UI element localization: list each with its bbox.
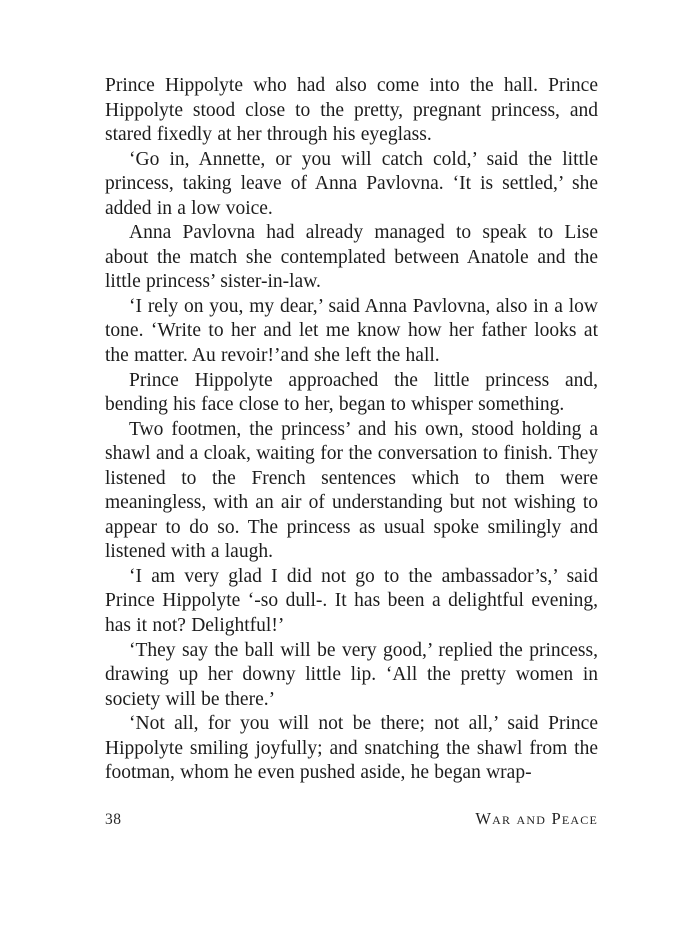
paragraph: Anna Pavlovna had already managed to speak to Lise about the match she contemplated between Anatole and the little princess’ sister-in-law. (105, 222, 598, 293)
paragraph: Prince Hippolyte who had also come into the hall. Prince Hippolyte stood close to the pretty, pregnant princess, and stared fixedly at her through his eyeglass. (105, 75, 598, 146)
running-title: War and Peace (475, 809, 598, 828)
paragraph: ‘Go in, Annette, or you will catch cold,’ said the little princess, taking leave of Anna Pavlovna. ‘It is settled,’ she added in a low voice. (105, 148, 598, 219)
page-number: 38 (105, 811, 122, 828)
paragraph: ‘Not all, for you will not be there; not all,’ said Prince Hippolyte smiling joyfully; and snatching the shawl from the footman, whom he even pushed aside, he began wrap- (105, 713, 598, 784)
paragraph: Two footmen, the princess’ and his own, stood holding a shawl and a cloak, waiting for the conversation to finish. They listened to the French sentences which to them were meaningless, with an air of understanding but not wishing to appear to do so. The princess as usual spoke smilingly and listened with a laugh. (105, 418, 598, 563)
paragraph: ‘They say the ball will be very good,’ replied the princess, drawing up her downy little lip. ‘All the pretty women in society will be there.’ (105, 639, 598, 710)
body-text (105, 74, 598, 786)
paragraph: ‘I am very glad I did not go to the ambassador’s,’ said Prince Hippolyte ‘-so dull-. It has been a delightful evening, has it not? Delightful!’ (105, 565, 598, 637)
page-footer (105, 809, 598, 829)
paragraph: Prince Hippolyte approached the little princess and, bending his face close to her, began to whisper something. (105, 369, 598, 416)
paragraph: ‘I rely on you, my dear,’ said Anna Pavlovna, also in a low tone. ‘Write to her and let me know how her father looks at the matter. Au revoir!’and she left the hall. (105, 295, 598, 367)
